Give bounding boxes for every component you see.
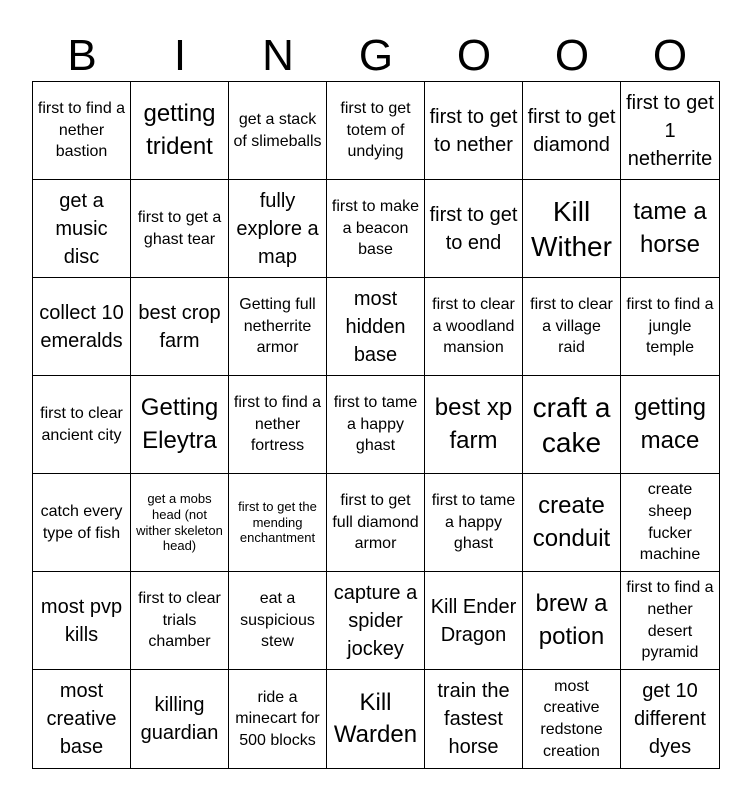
bingo-cell: first to get the mending enchantment	[229, 474, 327, 572]
bingo-cell: Kill Ender Dragon	[425, 572, 523, 670]
bingo-cell: best crop farm	[131, 278, 229, 376]
bingo-cell: create conduit	[523, 474, 621, 572]
bingo-cell: Kill Wither	[523, 180, 621, 278]
bingo-cell: eat a suspicious stew	[229, 572, 327, 670]
bingo-cell: get a music disc	[33, 180, 131, 278]
bingo-cell: catch every type of fish	[33, 474, 131, 572]
header-letter: I	[173, 31, 187, 80]
bingo-cell: get a stack of slimeballs	[229, 82, 327, 180]
bingo-cell: first to find a jungle temple	[621, 278, 719, 376]
bingo-header	[33, 30, 719, 82]
bingo-cell: first to clear trials chamber	[131, 572, 229, 670]
bingo-cell: craft a cake	[523, 376, 621, 474]
header-letter: O	[652, 31, 688, 80]
header-letter: O	[554, 31, 590, 80]
bingo-cell: first to clear a woodland mansion	[425, 278, 523, 376]
bingo-cell: train the fastest horse	[425, 670, 523, 768]
bingo-cell: first to get a ghast tear	[131, 180, 229, 278]
bingo-cell: first to get to end	[425, 180, 523, 278]
header-letter: N	[262, 31, 294, 80]
bingo-cell: first to find a nether bastion	[33, 82, 131, 180]
header-letter: B	[67, 31, 97, 80]
bingo-cell: Getting Eleytra	[131, 376, 229, 474]
bingo-cell: first to find a nether desert pyramid	[621, 572, 719, 670]
bingo-cell: first to get 1 netherrite	[621, 82, 719, 180]
bingo-cell: first to clear a village raid	[523, 278, 621, 376]
bingo-cell: capture a spider jockey	[327, 572, 425, 670]
bingo-cell: fully explore a map	[229, 180, 327, 278]
bingo-cell: first to get diamond	[523, 82, 621, 180]
bingo-cell: create sheep fucker machine	[621, 474, 719, 572]
bingo-cell: first to make a beacon base	[327, 180, 425, 278]
bingo-cell: first to find a nether fortress	[229, 376, 327, 474]
bingo-cell: best xp farm	[425, 376, 523, 474]
bingo-cell: Kill Warden	[327, 670, 425, 768]
bingo-cell: first to get full diamond armor	[327, 474, 425, 572]
bingo-cell: most creative base	[33, 670, 131, 768]
bingo-cell: most creative redstone creation	[523, 670, 621, 768]
bingo-cell: first to clear ancient city	[33, 376, 131, 474]
bingo-cell: first to tame a happy ghast	[425, 474, 523, 572]
bingo-cell: first to tame a happy ghast	[327, 376, 425, 474]
bingo-card-grid	[32, 81, 720, 769]
header-letter: G	[358, 31, 394, 80]
bingo-cell: getting trident	[131, 82, 229, 180]
bingo-cell: collect 10 emeralds	[33, 278, 131, 376]
bingo-cell: most pvp kills	[33, 572, 131, 670]
bingo-cell: first to get to nether	[425, 82, 523, 180]
bingo-cell: first to get totem of undying	[327, 82, 425, 180]
bingo-cell: most hidden base	[327, 278, 425, 376]
bingo-cell: ride a minecart for 500 blocks	[229, 670, 327, 768]
bingo-cell: get a mobs head (not wither skeleton head)	[131, 474, 229, 572]
bingo-cell: get 10 different dyes	[634, 680, 706, 758]
bingo-cell: tame a horse	[621, 180, 719, 278]
bingo-cell: Getting full netherrite armor	[229, 278, 327, 376]
bingo-cell: brew a potion	[523, 572, 621, 670]
bingo-cell: getting mace	[621, 376, 719, 474]
header-letter: O	[456, 31, 492, 80]
bingo-cell: killing guardian	[131, 670, 229, 768]
